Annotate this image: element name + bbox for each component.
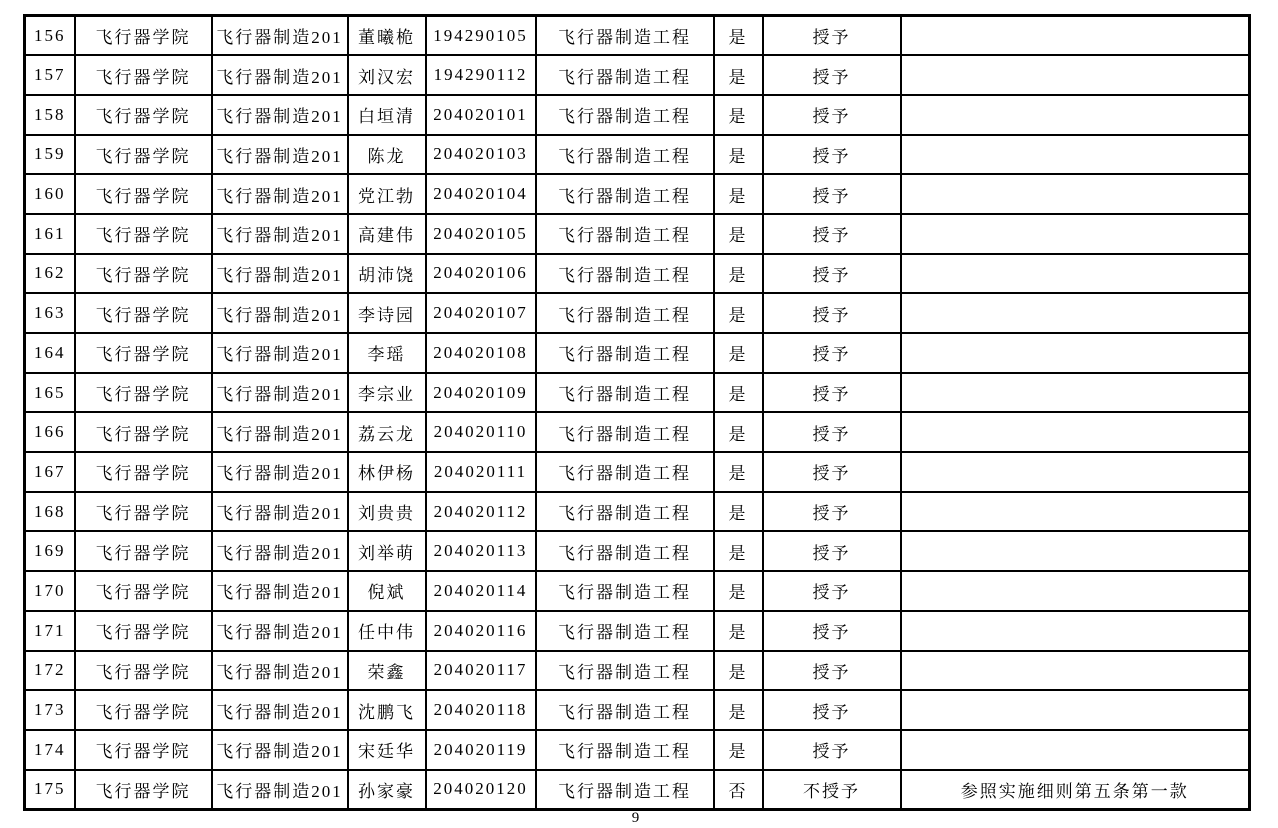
cell-qualified: 是 <box>714 611 763 651</box>
cell-college: 飞行器学院 <box>75 492 212 532</box>
cell-student-name: 胡沛饶 <box>348 254 426 294</box>
cell-qualified: 是 <box>714 690 763 730</box>
table-row <box>25 412 1250 452</box>
cell-remark <box>901 412 1250 452</box>
cell-remark <box>901 333 1250 373</box>
degree-conferral-table <box>23 14 1251 811</box>
cell-student-name: 李瑶 <box>348 333 426 373</box>
cell-college: 飞行器学院 <box>75 16 212 56</box>
table-row <box>25 214 1250 254</box>
cell-class: 飞行器制造201 <box>212 651 348 691</box>
cell-qualified: 是 <box>714 16 763 56</box>
cell-college: 飞行器学院 <box>75 293 212 333</box>
cell-row-number: 158 <box>25 95 75 135</box>
cell-major: 飞行器制造工程 <box>536 174 714 214</box>
cell-degree-decision: 授予 <box>763 492 901 532</box>
cell-degree-decision: 授予 <box>763 651 901 691</box>
cell-remark <box>901 95 1250 135</box>
table-row <box>25 95 1250 135</box>
cell-qualified: 否 <box>714 770 763 810</box>
cell-student-name: 林伊杨 <box>348 452 426 492</box>
cell-major: 飞行器制造工程 <box>536 16 714 56</box>
cell-class: 飞行器制造201 <box>212 333 348 373</box>
cell-degree-decision: 授予 <box>763 333 901 373</box>
cell-row-number: 164 <box>25 333 75 373</box>
cell-remark <box>901 531 1250 571</box>
cell-degree-decision: 授予 <box>763 254 901 294</box>
cell-remark <box>901 174 1250 214</box>
cell-degree-decision: 授予 <box>763 412 901 452</box>
cell-student-id: 204020114 <box>426 571 536 611</box>
cell-student-name: 刘汉宏 <box>348 55 426 95</box>
cell-degree-decision: 授予 <box>763 135 901 175</box>
cell-major: 飞行器制造工程 <box>536 373 714 413</box>
cell-college: 飞行器学院 <box>75 55 212 95</box>
cell-row-number: 160 <box>25 174 75 214</box>
cell-college: 飞行器学院 <box>75 95 212 135</box>
cell-qualified: 是 <box>714 452 763 492</box>
cell-degree-decision: 授予 <box>763 611 901 651</box>
cell-student-name: 白垣清 <box>348 95 426 135</box>
table-row <box>25 531 1250 571</box>
cell-major: 飞行器制造工程 <box>536 492 714 532</box>
page-number: 9 <box>631 810 640 826</box>
cell-row-number: 175 <box>25 770 75 810</box>
cell-college: 飞行器学院 <box>75 452 212 492</box>
cell-qualified: 是 <box>714 492 763 532</box>
cell-class: 飞行器制造201 <box>212 452 348 492</box>
cell-student-id: 204020104 <box>426 174 536 214</box>
cell-remark <box>901 373 1250 413</box>
cell-college: 飞行器学院 <box>75 174 212 214</box>
cell-student-name: 刘贵贵 <box>348 492 426 532</box>
cell-remark <box>901 254 1250 294</box>
cell-student-id: 204020120 <box>426 770 536 810</box>
cell-student-id: 204020111 <box>426 452 536 492</box>
cell-class: 飞行器制造201 <box>212 492 348 532</box>
cell-degree-decision: 授予 <box>763 373 901 413</box>
table-row <box>25 571 1250 611</box>
cell-student-id: 204020112 <box>426 492 536 532</box>
cell-student-id: 204020116 <box>426 611 536 651</box>
cell-college: 飞行器学院 <box>75 531 212 571</box>
cell-student-name: 孙家豪 <box>348 770 426 810</box>
cell-student-name: 倪斌 <box>348 571 426 611</box>
cell-student-id: 204020119 <box>426 730 536 770</box>
cell-row-number: 163 <box>25 293 75 333</box>
table-row <box>25 730 1250 770</box>
cell-student-id: 204020106 <box>426 254 536 294</box>
cell-degree-decision: 授予 <box>763 95 901 135</box>
cell-major: 飞行器制造工程 <box>536 412 714 452</box>
cell-row-number: 172 <box>25 651 75 691</box>
cell-qualified: 是 <box>714 333 763 373</box>
cell-qualified: 是 <box>714 373 763 413</box>
table-row <box>25 611 1250 651</box>
cell-qualified: 是 <box>714 531 763 571</box>
cell-college: 飞行器学院 <box>75 730 212 770</box>
cell-student-name: 刘举萌 <box>348 531 426 571</box>
cell-degree-decision: 不授予 <box>763 770 901 810</box>
cell-college: 飞行器学院 <box>75 254 212 294</box>
cell-class: 飞行器制造201 <box>212 730 348 770</box>
table-body <box>25 16 1250 810</box>
cell-degree-decision: 授予 <box>763 214 901 254</box>
cell-student-id: 204020107 <box>426 293 536 333</box>
cell-qualified: 是 <box>714 95 763 135</box>
cell-qualified: 是 <box>714 214 763 254</box>
cell-class: 飞行器制造201 <box>212 16 348 56</box>
cell-qualified: 是 <box>714 254 763 294</box>
cell-row-number: 170 <box>25 571 75 611</box>
table-row <box>25 16 1250 56</box>
cell-remark <box>901 135 1250 175</box>
cell-degree-decision: 授予 <box>763 174 901 214</box>
cell-class: 飞行器制造201 <box>212 571 348 611</box>
cell-degree-decision: 授予 <box>763 531 901 571</box>
cell-student-id: 194290105 <box>426 16 536 56</box>
cell-major: 飞行器制造工程 <box>536 452 714 492</box>
cell-row-number: 156 <box>25 16 75 56</box>
cell-student-name: 宋廷华 <box>348 730 426 770</box>
cell-degree-decision: 授予 <box>763 571 901 611</box>
table-row <box>25 651 1250 691</box>
cell-row-number: 168 <box>25 492 75 532</box>
cell-qualified: 是 <box>714 651 763 691</box>
cell-row-number: 167 <box>25 452 75 492</box>
cell-remark <box>901 55 1250 95</box>
cell-remark <box>901 492 1250 532</box>
cell-qualified: 是 <box>714 571 763 611</box>
cell-major: 飞行器制造工程 <box>536 531 714 571</box>
cell-college: 飞行器学院 <box>75 412 212 452</box>
cell-class: 飞行器制造201 <box>212 174 348 214</box>
cell-remark <box>901 651 1250 691</box>
cell-student-name: 荔云龙 <box>348 412 426 452</box>
cell-student-id: 204020118 <box>426 690 536 730</box>
cell-student-id: 204020109 <box>426 373 536 413</box>
table-row <box>25 55 1250 95</box>
cell-class: 飞行器制造201 <box>212 412 348 452</box>
cell-row-number: 161 <box>25 214 75 254</box>
cell-class: 飞行器制造201 <box>212 95 348 135</box>
cell-degree-decision: 授予 <box>763 16 901 56</box>
cell-row-number: 165 <box>25 373 75 413</box>
cell-degree-decision: 授予 <box>763 730 901 770</box>
cell-degree-decision: 授予 <box>763 293 901 333</box>
cell-college: 飞行器学院 <box>75 611 212 651</box>
cell-class: 飞行器制造201 <box>212 135 348 175</box>
cell-class: 飞行器制造201 <box>212 690 348 730</box>
cell-class: 飞行器制造201 <box>212 254 348 294</box>
cell-row-number: 171 <box>25 611 75 651</box>
cell-qualified: 是 <box>714 730 763 770</box>
table-row <box>25 492 1250 532</box>
cell-major: 飞行器制造工程 <box>536 651 714 691</box>
cell-class: 飞行器制造201 <box>212 214 348 254</box>
cell-college: 飞行器学院 <box>75 651 212 691</box>
cell-remark <box>901 16 1250 56</box>
cell-remark: 参照实施细则第五条第一款 <box>901 770 1250 810</box>
cell-remark <box>901 730 1250 770</box>
table-row <box>25 293 1250 333</box>
cell-row-number: 159 <box>25 135 75 175</box>
cell-row-number: 169 <box>25 531 75 571</box>
cell-student-id: 204020101 <box>426 95 536 135</box>
cell-class: 飞行器制造201 <box>212 531 348 571</box>
cell-qualified: 是 <box>714 174 763 214</box>
cell-major: 飞行器制造工程 <box>536 293 714 333</box>
cell-remark <box>901 571 1250 611</box>
cell-row-number: 173 <box>25 690 75 730</box>
cell-qualified: 是 <box>714 412 763 452</box>
cell-degree-decision: 授予 <box>763 452 901 492</box>
cell-college: 飞行器学院 <box>75 770 212 810</box>
cell-student-id: 204020105 <box>426 214 536 254</box>
cell-college: 飞行器学院 <box>75 373 212 413</box>
cell-remark <box>901 293 1250 333</box>
cell-qualified: 是 <box>714 55 763 95</box>
cell-student-id: 204020103 <box>426 135 536 175</box>
cell-student-name: 党江勃 <box>348 174 426 214</box>
cell-class: 飞行器制造201 <box>212 373 348 413</box>
cell-major: 飞行器制造工程 <box>536 254 714 294</box>
cell-qualified: 是 <box>714 293 763 333</box>
cell-college: 飞行器学院 <box>75 690 212 730</box>
cell-remark <box>901 452 1250 492</box>
cell-major: 飞行器制造工程 <box>536 690 714 730</box>
cell-major: 飞行器制造工程 <box>536 611 714 651</box>
cell-major: 飞行器制造工程 <box>536 95 714 135</box>
cell-college: 飞行器学院 <box>75 571 212 611</box>
cell-remark <box>901 214 1250 254</box>
cell-class: 飞行器制造201 <box>212 293 348 333</box>
cell-student-name: 高建伟 <box>348 214 426 254</box>
cell-major: 飞行器制造工程 <box>536 770 714 810</box>
table-row <box>25 254 1250 294</box>
cell-student-name: 董曦桅 <box>348 16 426 56</box>
cell-student-name: 荣鑫 <box>348 651 426 691</box>
table-row <box>25 174 1250 214</box>
cell-class: 飞行器制造201 <box>212 770 348 810</box>
table-row <box>25 373 1250 413</box>
table-row <box>25 333 1250 373</box>
table-row <box>25 770 1250 810</box>
cell-college: 飞行器学院 <box>75 333 212 373</box>
cell-class: 飞行器制造201 <box>212 611 348 651</box>
cell-student-name: 陈龙 <box>348 135 426 175</box>
cell-major: 飞行器制造工程 <box>536 571 714 611</box>
cell-class: 飞行器制造201 <box>212 55 348 95</box>
cell-college: 飞行器学院 <box>75 214 212 254</box>
table-row <box>25 690 1250 730</box>
cell-row-number: 157 <box>25 55 75 95</box>
cell-student-name: 任中伟 <box>348 611 426 651</box>
cell-student-id: 204020108 <box>426 333 536 373</box>
cell-college: 飞行器学院 <box>75 135 212 175</box>
cell-major: 飞行器制造工程 <box>536 333 714 373</box>
table-row <box>25 452 1250 492</box>
table-row <box>25 135 1250 175</box>
cell-major: 飞行器制造工程 <box>536 55 714 95</box>
cell-student-id: 204020117 <box>426 651 536 691</box>
cell-major: 飞行器制造工程 <box>536 135 714 175</box>
cell-degree-decision: 授予 <box>763 690 901 730</box>
cell-row-number: 166 <box>25 412 75 452</box>
cell-remark <box>901 690 1250 730</box>
cell-student-name: 李诗园 <box>348 293 426 333</box>
cell-row-number: 174 <box>25 730 75 770</box>
cell-student-id: 204020110 <box>426 412 536 452</box>
cell-remark <box>901 611 1250 651</box>
cell-student-name: 沈鹏飞 <box>348 690 426 730</box>
cell-qualified: 是 <box>714 135 763 175</box>
cell-student-name: 李宗业 <box>348 373 426 413</box>
cell-student-id: 204020113 <box>426 531 536 571</box>
cell-major: 飞行器制造工程 <box>536 214 714 254</box>
cell-row-number: 162 <box>25 254 75 294</box>
cell-student-id: 194290112 <box>426 55 536 95</box>
cell-major: 飞行器制造工程 <box>536 730 714 770</box>
cell-degree-decision: 授予 <box>763 55 901 95</box>
